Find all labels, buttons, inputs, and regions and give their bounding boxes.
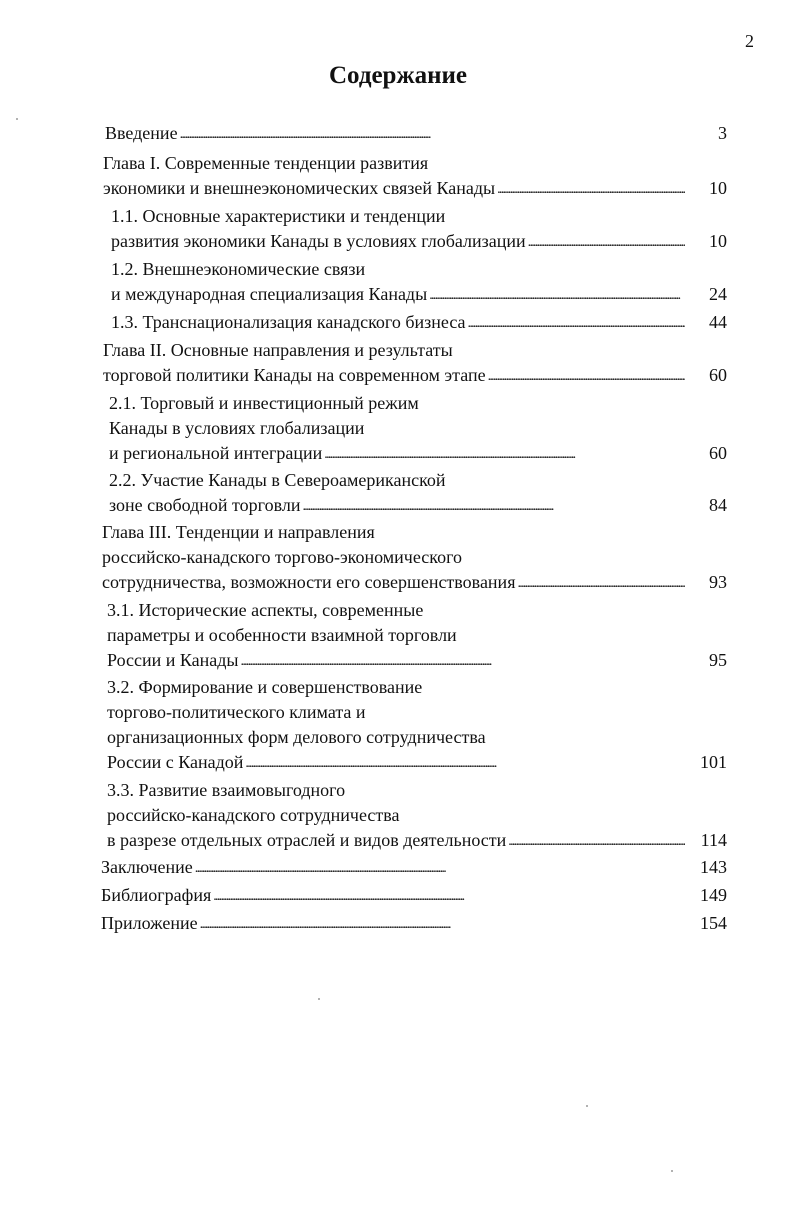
toc-entry-section-2-2[interactable]: [109, 468, 685, 518]
toc-entry-line: развития экономики Канады в условиях глобализации . . .: [111, 231, 526, 251]
toc-entry-line: России с Канадой . . .: [107, 752, 243, 772]
toc-page-number: 95: [709, 650, 727, 670]
toc-page-number: 10: [709, 231, 727, 251]
toc-entry-section-2-1[interactable]: [109, 391, 685, 466]
toc-entry-bibliography[interactable]: [101, 883, 676, 908]
toc-entry-line: 3.2. Формирование и совершенствование: [107, 677, 423, 697]
page-title: Содержание: [328, 62, 467, 89]
toc-entry-line: Глава III. Тенденции и направления: [102, 522, 375, 542]
toc-entry-conclusion[interactable]: [101, 855, 676, 880]
scan-speck: [16, 118, 18, 120]
toc-page-number: 143: [700, 857, 727, 877]
toc-page-number: 93: [709, 572, 727, 592]
toc-entry-section-3-2[interactable]: [107, 675, 685, 775]
scan-speck: [318, 998, 320, 1000]
toc-entry-line: параметры и особенности взаимной торговли: [107, 625, 457, 645]
toc-page-number: 149: [700, 885, 727, 905]
toc-page-number: 10: [709, 178, 727, 198]
toc-entry-line: торгово-политического климата и: [107, 702, 366, 722]
toc-entry-line: российско-канадского сотрудничества: [107, 805, 400, 825]
toc-entry-line: в разрезе отдельных отраслей и видов деятельности . . .: [107, 830, 506, 850]
toc-entry-title: Заключение . . .: [101, 857, 193, 877]
toc-entry-title: Библиография . . .: [101, 885, 211, 905]
toc-entry-section-1-3[interactable]: [111, 310, 685, 335]
toc-page-number: 84: [709, 495, 727, 515]
toc-entry-introduction[interactable]: [105, 121, 685, 146]
toc-entry-line: торговой политики Канады на современном этапе . . .: [103, 365, 486, 385]
toc-entry-line: Глава II. Основные направления и результаты: [103, 340, 453, 360]
toc-entry-line: 1.1. Основные характеристики и тенденции: [111, 206, 446, 226]
toc-entry-line: 2.2. Участие Канады в Североамериканской: [109, 470, 446, 490]
scan-speck: [671, 1170, 673, 1172]
toc-entry-line: сотрудничества, возможности его совершенствования . . .: [102, 572, 515, 592]
toc-entry-chapter-1[interactable]: [103, 151, 685, 201]
toc-entry-title: Введение . . .: [105, 123, 178, 143]
toc-page-number: 60: [709, 443, 727, 463]
toc-entry-line: 1.3. Транснационализация канадского бизнеса . . .: [111, 312, 466, 332]
toc-entry-chapter-3[interactable]: [102, 520, 685, 595]
toc-entry-line: экономики и внешнеэкономических связей Канады . . .: [103, 178, 495, 198]
toc-entry-line: 1.2. Внешнеэкономические связи: [111, 259, 366, 279]
toc-page-number: 24: [709, 284, 727, 304]
toc-page-number: 114: [700, 830, 727, 850]
toc-page-number: 60: [709, 365, 727, 385]
toc-page-number: 101: [700, 752, 727, 772]
toc-entry-appendix[interactable]: [101, 911, 676, 936]
toc-entry-line: 3.3. Развитие взаимовыгодного: [107, 780, 346, 800]
toc-page-number: 3: [718, 123, 727, 143]
page-number: 2: [745, 31, 754, 51]
toc-entry-line: России и Канады . . .: [107, 650, 239, 670]
toc-entry-section-1-2[interactable]: [111, 257, 685, 307]
toc-entry-line: Канады в условиях глобализации: [109, 418, 365, 438]
toc-entry-line: Глава I. Современные тенденции развития: [103, 153, 429, 173]
toc-page-number: 154: [700, 913, 727, 933]
toc-entry-section-3-1[interactable]: [107, 598, 685, 673]
toc-entry-line: и региональной интеграции . . .: [109, 443, 322, 463]
toc-entry-chapter-2[interactable]: [103, 338, 685, 388]
toc-entry-title: Приложение . . .: [101, 913, 198, 933]
toc-entry-line: и международная специализация Канады . . .: [111, 284, 427, 304]
toc-page-number: 44: [709, 312, 727, 332]
toc-entry-line: российско-канадского торгово-экономического: [102, 547, 463, 567]
scan-speck: [586, 1105, 588, 1107]
toc-entry-line: 3.1. Исторические аспекты, современные: [107, 600, 424, 620]
toc-entry-section-3-3[interactable]: [107, 778, 685, 853]
toc-entry-section-1-1[interactable]: [111, 204, 685, 254]
toc-entry-line: 2.1. Торговый и инвестиционный режим: [109, 393, 419, 413]
toc-entry-line: зоне свободной торговли . . .: [109, 495, 301, 515]
toc-entry-line: организационных форм делового сотрудничества: [107, 727, 486, 747]
